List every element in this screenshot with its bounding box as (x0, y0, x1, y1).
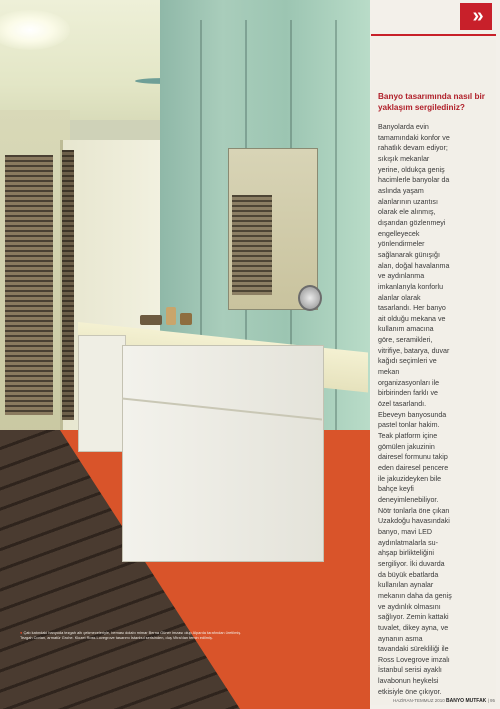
window-blind-left (5, 155, 53, 415)
footer-separator: | (487, 698, 490, 703)
bottle (166, 307, 176, 325)
caption-marker: ● (20, 630, 23, 635)
article-body: Banyolarda evin tamamındaki konfor ve rahatlık devam ediyor; sıkışık mekanlar yerine, oldukça geniş hacimlerle banyolar da aslında yaşam alanlarının uzantısı olarak ele alınmış, dışarıdan gözlenmeyi engelleyecek yönlendirmeler sağlanarak günışığı alan, doğal havalanma ve aydınlanma imkanlarıyla konforlu alanlar olarak tasarlandı. Her banyo ait olduğu mekana ve kullanım amacına göre, seramikleri, vitrifiye, batarya, duvar kağıdı seçimleri ve mekan organizasyonları ile birbirinden farklı ve özel tasarlandı. Ebeveyn banyosunda pastel tonlar hakim. Teak platform içine gömülen jakuzinin dairesel formunu takip eden dairesel pencere ile jakuzideyken bile bahçe keyfi deneyimlenebiliyor. Nötr tonlarla öne çıkan Uzakdoğu havasındaki banyo, mavi LED aydınlatmalarla su- ahşap birlikteliğini sergiliyor. İki duvarda da büyük ebatlarda kullanılan aynalar mekanın daha da geniş ve aydınlık olmasını sağlıyor. Zemin kattaki tuvalet, dikey ayna, ve aynanın asma tavandaki sürekliliği ile Ross Lovegrove imzalı İstanbul serisi ayaklı lavabonun heykelsi etkisiyle öne çıkıyor. (378, 123, 452, 696)
mirror-reflection-blind (232, 195, 272, 295)
article-heading: Banyo tasarımında nasıl bir yaklaşım sergilediniz? (378, 92, 485, 112)
jar (180, 313, 192, 325)
footer-magazine: BANYO MUTFAK (446, 698, 487, 704)
vanity-drawers (122, 345, 324, 562)
counter-items (140, 300, 200, 325)
chevron-logo-icon: » (460, 3, 492, 30)
shaving-mirror (298, 285, 322, 311)
page-footer (300, 698, 495, 704)
photo-caption (20, 630, 245, 640)
door-blind (62, 150, 74, 420)
footer-issue: HAZİRAN-TEMMUZ 2010 (392, 698, 445, 703)
header-rule (371, 34, 496, 36)
basket (140, 315, 162, 325)
vanity-side-panel (78, 335, 126, 452)
caption-text: Çatı katındaki banyoda tezgah altı çekmeceleriyle, beması dolabı mimar Berna Güner imzası olup Alparda tarafından üretilmiş. Tezgah Corian, armatür Grohe. Klozet Ross Lovegrove tasarımı İstanbul serisinden, duş Vitra'dan temin edilmiş. (20, 630, 242, 640)
page-number: 95 (489, 698, 495, 703)
